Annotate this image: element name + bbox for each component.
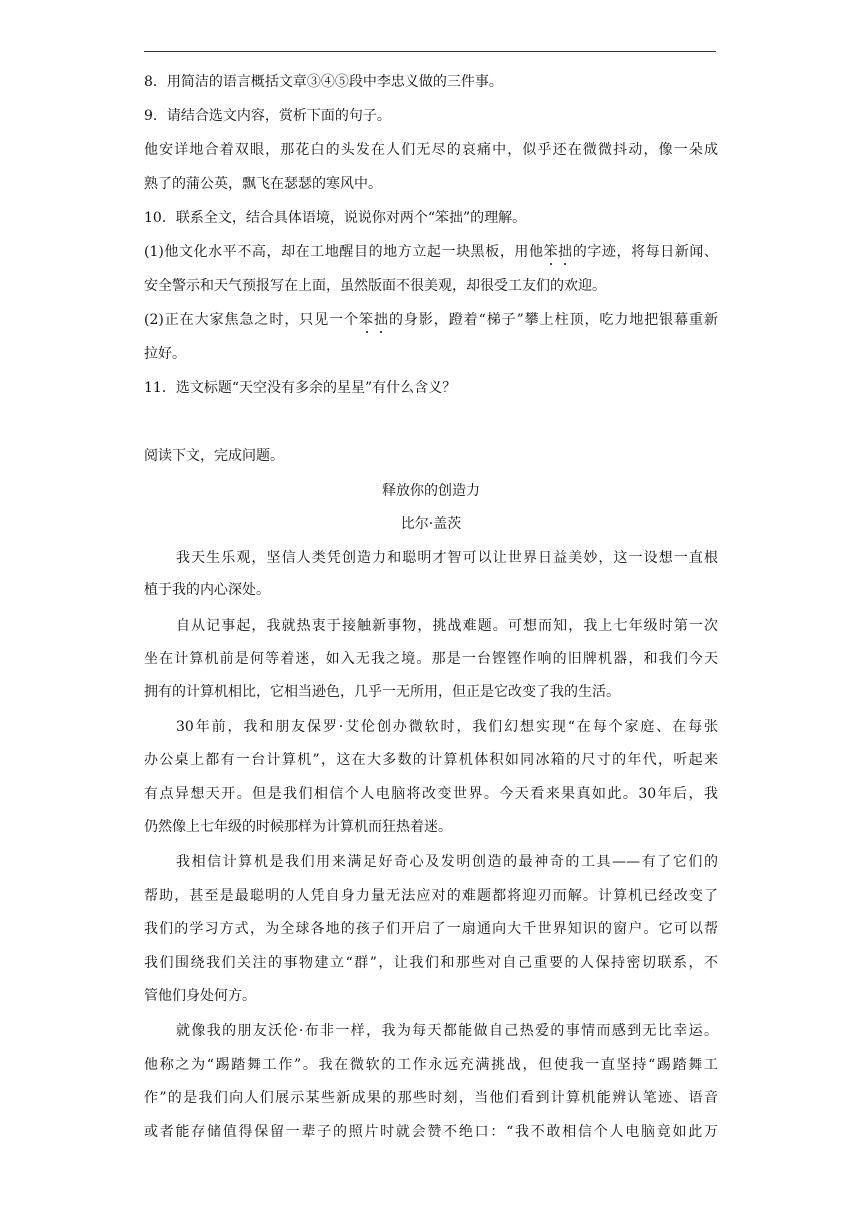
paragraph-line: 我们围绕我们关注的事物建立“群”，让我们和那些对自己重要的人保持密切联系，不: [144, 955, 718, 971]
paragraph-line: 我们的学习方式，为全球各地的孩子们开启了一扇通向大千世界知识的窗户。它可以帮: [144, 921, 718, 937]
header-rule: [144, 51, 716, 52]
paragraph-line: 自从记事起，我就热衷于接触新事物，挑战难题。可想而知，我上七年级时第一次: [176, 618, 718, 634]
text-run: 的身影，蹬着“梯子”攀上柱顶，吃力地把银幕重新: [388, 312, 718, 328]
question-9-quote-line: 熟了的蒲公英，飘飞在瑟瑟的寒风中。: [144, 176, 382, 192]
emphasized-word: 笨: [543, 244, 559, 260]
paragraph-line: 或者能存储值得保留一辈子的照片时就会赞不绝口：“我不敢相信个人电脑竟如此万: [144, 1124, 718, 1140]
paragraph-line: 我天生乐观，坚信人类凭创造力和聪明才智可以让世界日益美妙，这一设想一直根: [176, 550, 718, 566]
question-10-item-2-line: 拉好。: [144, 346, 186, 362]
text-run: 的字迹，将每日新闻、: [572, 244, 719, 260]
paragraph-line: 办公桌上都有一台计算机”，这在大多数的计算机体积如同冰箱的尺寸的年代，听起来: [144, 752, 718, 768]
question-8: 8．用简洁的语言概括文章③④⑤段中李忠义做的三件事。: [144, 74, 503, 90]
paragraph-line: 帮助，甚至是最聪明的人凭自身力量无法应对的难题都将迎刃而解。计算机已经改变了: [144, 888, 718, 904]
paragraph-line: 仍然像上七年级的时候那样为计算机而狂热着迷。: [144, 819, 452, 835]
question-9: 9．请结合选文内容，赏析下面的句子。: [144, 108, 391, 124]
text-run: (2)正在大家焦急之时，只见一个: [144, 312, 360, 328]
paragraph-line: 作”的是我们向人们展示某些新成果的那些时刻，当他们看到计算机能辨认笔迹、语音: [144, 1090, 718, 1106]
paragraph-line: 他称之为“踢踏舞工作”。我在微软的工作永远充满挑战，但使我一直坚持“踢踏舞工: [144, 1057, 718, 1073]
question-11: 11．选文标题“天空没有多余的星星”有什么含义？: [144, 380, 457, 396]
paragraph-line: 坐在计算机前是何等着迷，如入无我之境。那是一台铿铿作响的旧牌机器，和我们今天: [144, 651, 718, 667]
paragraph-line: 就像我的朋友沃伦·布非一样，我为每天都能做自己热爱的事情而感到无比幸运。: [176, 1023, 718, 1039]
question-9-quote-line: 他安详地合着双眼，那花白的头发在人们无尽的哀痛中，似乎还在微微抖动，像一朵成: [144, 142, 718, 158]
text-run: (1)他文化水平不高，却在工地醒目的地方立起一块黑板，用他: [144, 244, 544, 260]
paragraph-line: 我相信计算机是我们用来满足好奇心及发明创造的最神奇的工具——有了它们的: [176, 854, 718, 870]
paragraph-line: 管他们身处何方。: [144, 988, 256, 1004]
question-10-item-1-line: [144, 242, 718, 262]
question-10: 10．联系全文，结合具体语境，说说你对两个“笨拙”的理解。: [144, 210, 527, 226]
paragraph-line: 有点异想天开。但是我们相信个人电脑将改变世界。今天看来果真如此。30年后，我: [144, 786, 718, 802]
paragraph-line: 拥有的计算机相比，它相当逊色，几乎一无所用，但正是它改变了我的生活。: [144, 684, 620, 700]
reading-intro: 阅读下文，完成问题。: [144, 448, 284, 464]
emphasized-word: 笨: [359, 312, 374, 328]
paragraph-line: 植于我的内心深处。: [144, 582, 270, 598]
emphasized-word: 拙: [373, 312, 389, 328]
question-10-item-1-line: 安全警示和天气预报写在上面，虽然版面不很美观，却很受工友们的欢迎。: [144, 278, 606, 294]
emphasized-word: 拙: [558, 244, 573, 260]
paragraph-line: 30年前，我和朋友保罗·艾伦创办微软时，我们幻想实现“在每个家庭、在每张: [176, 719, 718, 735]
article-title: 释放你的创造力: [382, 483, 480, 499]
question-10-item-2-line: [144, 310, 718, 330]
article-author: 比尔·盖茨: [400, 516, 462, 532]
